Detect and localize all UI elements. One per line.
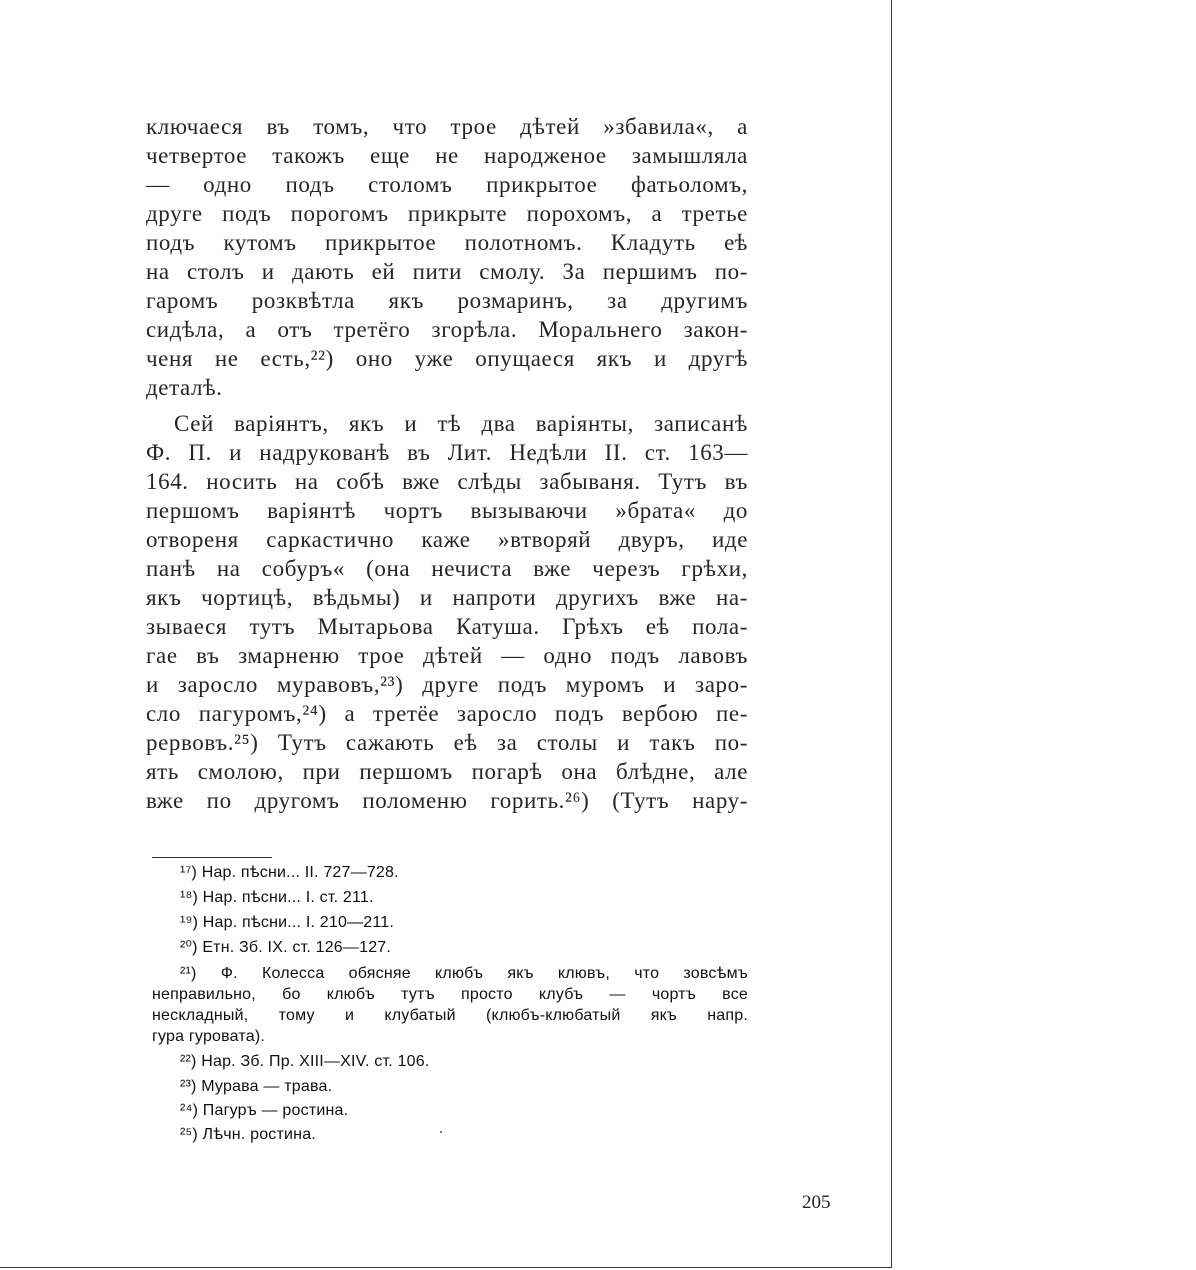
footnote-19: ¹⁹) Нар. пѣсни... I. 210—211. bbox=[180, 914, 395, 931]
print-speck bbox=[440, 1131, 442, 1133]
body-line: 164. носить на собѣ вже слѣды забываня. Тутъ въ bbox=[146, 469, 748, 494]
footnote-21: ²¹) Ф. Колесса обясняе клюбъ якъ клювъ, что зовсѣмъ bbox=[180, 965, 748, 982]
footnote-23: ²³) Мурава — трава. bbox=[180, 1078, 333, 1095]
body-line: рервовъ.²⁵) Тутъ сажають еѣ за столы и такъ по- bbox=[146, 730, 748, 755]
body-line: подъ кутомъ прикрытое полотномъ. Кладуть еѣ bbox=[146, 230, 748, 255]
footnote-24: ²⁴) Пагуръ — ростина. bbox=[180, 1102, 349, 1119]
body-line: сло пагуромъ,²⁴) а третёе заросло подъ вербою пе- bbox=[146, 701, 748, 726]
body-line: ять смолою, при першомъ погарѣ она блѣдне, але bbox=[146, 759, 748, 784]
body-line: ченя не есть,²²) оно уже опущаеся якъ и другѣ bbox=[146, 346, 748, 371]
footnote-25: ²⁵) Лѣчн. ростина. bbox=[180, 1126, 316, 1143]
body-line: на столъ и дають ей пити смолу. За першимъ по- bbox=[146, 259, 748, 284]
body-line: сидѣла, а отъ третёго згорѣла. Моральнего закон- bbox=[146, 317, 748, 342]
body-line: отвореня саркастично каже »втворяй двуръ, иде bbox=[146, 527, 748, 552]
body-line: — одно подъ столомъ прикрытое фатьоломъ, bbox=[146, 172, 748, 197]
body-line: друге подъ порогомъ прикрыте порохомъ, а третье bbox=[146, 201, 748, 226]
footnote-rule bbox=[152, 857, 272, 858]
body-line: ключаеся въ томъ, что трое дѣтей »збавила«, а bbox=[146, 114, 748, 139]
footnote-21-line: нескладный, тому и клубатый (клюбъ-клюбатый якъ напр. bbox=[152, 1007, 748, 1024]
body-line: першомъ варіянтѣ чортъ вызываючи »брата« до bbox=[146, 498, 748, 523]
body-line: Ф. П. и надрукованѣ въ Лит. Недѣли II. ст. 163— bbox=[146, 440, 748, 465]
paragraph-first-line: Сей варіянтъ, якъ и тѣ два варіянты, записанѣ bbox=[174, 411, 748, 436]
body-line: деталѣ. bbox=[146, 375, 223, 400]
body-line: якъ чортицѣ, вѣдьмы) и напроти другихъ вже на- bbox=[146, 585, 748, 610]
footnote-22: ²²) Нар. Зб. Пр. XIII—XIV. ст. 106. bbox=[180, 1053, 430, 1070]
body-line: зываеся тутъ Мытарьова Катуша. Грѣхъ еѣ пола- bbox=[146, 614, 748, 639]
body-line: четвертое такожъ еще не народженое замышляла bbox=[146, 143, 748, 168]
body-line: панѣ на собуръ« (она нечиста вже черезъ грѣхи, bbox=[146, 556, 748, 581]
body-line: вже по другомъ поломеню горить.²⁶) (Тутъ нару- bbox=[146, 788, 748, 813]
body-line: гаромъ розквѣтла якъ розмаринъ, за другимъ bbox=[146, 288, 748, 313]
body-line: и заросло муравовъ,²³) друге подъ муромъ и заро- bbox=[146, 672, 748, 697]
page-number: 205 bbox=[802, 1192, 831, 1213]
footnote-17: ¹⁷) Нар. пѣсни... II. 727—728. bbox=[180, 864, 399, 881]
footnote-18: ¹⁸) Нар. пѣсни... I. ст. 211. bbox=[180, 889, 374, 906]
footnote-21-line: гура гуровата). bbox=[152, 1028, 266, 1045]
footnote-21-line: неправильно, бо клюбъ тутъ просто клубъ — чортъ все bbox=[152, 986, 748, 1003]
body-line: гае въ змарненю трое дѣтей — одно подъ лавовъ bbox=[146, 643, 748, 668]
footnote-20: ²⁰) Етн. Зб. IX. ст. 126—127. bbox=[180, 939, 392, 956]
